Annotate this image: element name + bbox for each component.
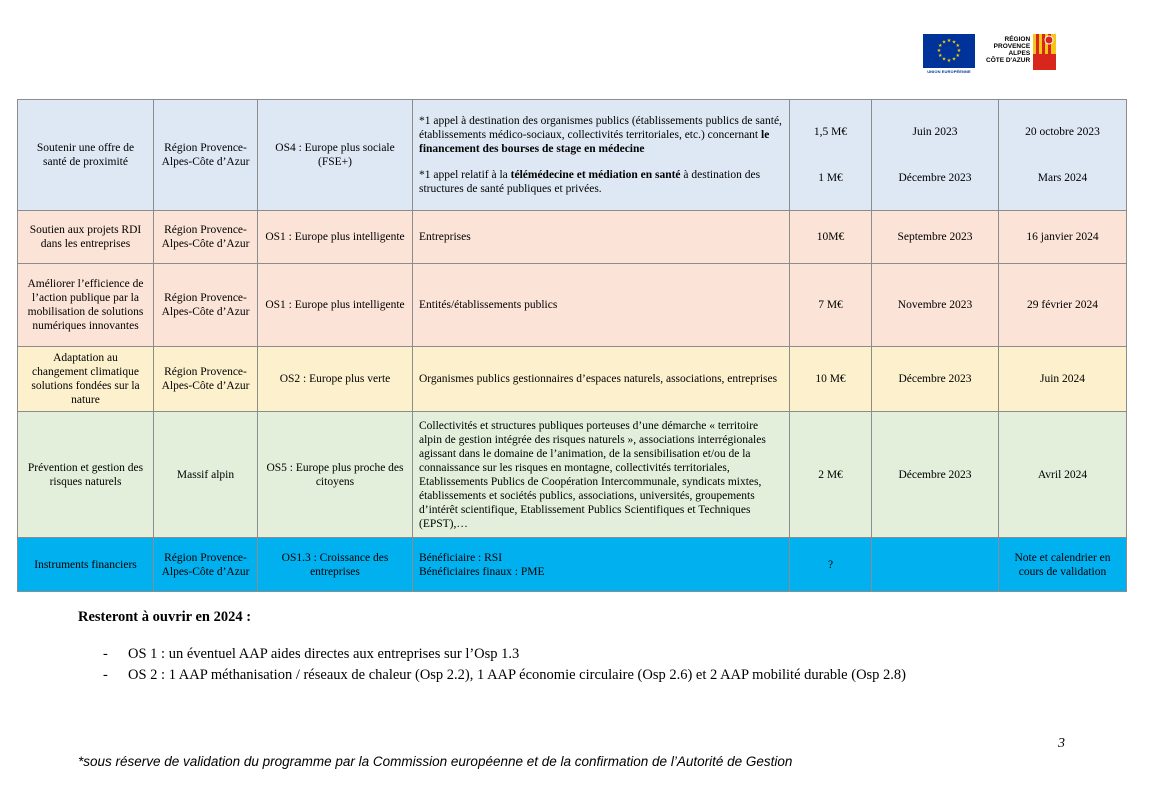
svg-text:★: ★: [955, 43, 960, 49]
cloture-cell: 16 janvier 2024: [999, 211, 1127, 264]
table-row: [18, 538, 1127, 592]
os-cell: OS1 : Europe plus intelligente: [258, 211, 413, 264]
montant-cell: 7 M€: [790, 264, 872, 347]
objectif-cell: Adaptation au changement climatique solutions fondées sur la nature: [18, 347, 154, 412]
remaining-calls-list: [103, 644, 906, 686]
svg-text:★: ★: [941, 56, 947, 63]
montant-cell: 2 M€: [790, 412, 872, 538]
region-logo: [986, 34, 1056, 70]
region-logo-line: CÔTE D'AZUR: [986, 57, 1031, 64]
beneficiaires-cell: Entreprises: [413, 211, 790, 264]
montant-value: 1,5 M€: [813, 126, 848, 138]
table-row: [18, 264, 1127, 347]
remaining-calls-section: [78, 609, 251, 626]
svg-text:★: ★: [956, 48, 962, 54]
remaining-calls-title: Resteront à ouvrir en 2024 :: [78, 609, 252, 625]
beneficiaires-paragraph: [419, 114, 783, 156]
cloture-cell: Avril 2024: [999, 412, 1127, 538]
region-logo-line: PROVENCE: [993, 43, 1031, 50]
montant-cell: ?: [790, 538, 872, 592]
beneficiaires-cell: [413, 100, 790, 211]
calls-table: [17, 99, 1127, 592]
cloture-cell: 29 février 2024: [999, 264, 1127, 347]
svg-text:★: ★: [951, 39, 957, 46]
list-item: - OS 1 : un éventuel AAP aides directes aux entreprises sur l’Osp 1.3: [103, 644, 906, 665]
ouverture-cell: [872, 538, 999, 592]
objectif-cell: Prévention et gestion des risques naturels: [18, 412, 154, 538]
montant-value: 1 M€: [818, 172, 843, 184]
ouverture-cell: Novembre 2023: [872, 264, 999, 347]
cloture-value: 20 octobre 2023: [1025, 126, 1100, 138]
montant-cell: 10 M€: [790, 347, 872, 412]
eu-flag-icon: [923, 34, 975, 68]
region-logo-line: ALPES: [1008, 50, 1031, 57]
svg-text:★: ★: [946, 58, 952, 64]
svg-text:★: ★: [955, 53, 960, 59]
cloture-cell: Juin 2024: [999, 347, 1127, 412]
svg-text:★: ★: [936, 48, 942, 54]
svg-text:★: ★: [946, 38, 952, 44]
objectif-cell: Soutien aux projets RDI dans les entreprises: [18, 211, 154, 264]
beneficiaires-bold: télémédecine et médiation en santé: [510, 169, 681, 181]
objectif-cell: Soutenir une offre de santé de proximité: [18, 100, 154, 211]
porteur-cell: Région Provence-Alpes-Côte d’Azur: [154, 100, 258, 211]
beneficiaires-line: Bénéficiaires finaux : PME: [419, 565, 545, 578]
eu-caption: UNION EUROPÉENNE: [927, 69, 971, 74]
region-crest-icon: [1033, 34, 1056, 70]
ouverture-cell: Septembre 2023: [872, 211, 999, 264]
svg-text:★: ★: [941, 39, 947, 46]
list-item: - OS 2 : 1 AAP méthanisation / réseaux de chaleur (Osp 2.2), 1 AAP économie circulaire (Osp 2.6) et 2 AAP mobilité durable (Osp 2.8): [103, 665, 906, 686]
porteur-cell: Région Provence-Alpes-Côte d’Azur: [154, 538, 258, 592]
ouverture-cell: Décembre 2023: [872, 412, 999, 538]
beneficiaires-cell: Collectivités et structures publiques porteuses d’une démarche « territoire alpin de gestion intégrée des risques naturels », associations interrégionales agissant dans le domaine de l’animation, de la sensibilisation et/ou de la connaissance sur les risques en montagne, collectivités territoriales, Etablissements Publics de Coopération Intercommunale, syndicats mixtes, établissements et sociétés publics, associations, universités, groupements d’intérêt scientifique, Etablissement Publics Scientifiques et Techniques (EPST),…: [413, 412, 790, 538]
page-number: 3: [1058, 736, 1065, 751]
header-logos: [922, 34, 1056, 74]
ouverture-value: Décembre 2023: [898, 172, 972, 184]
svg-text:★: ★: [938, 43, 943, 49]
os-cell: OS1.3 : Croissance des entreprises: [258, 538, 413, 592]
beneficiaires-line: Bénéficiaire : RSI: [419, 551, 503, 564]
objectif-cell: Améliorer l’efficience de l’action publique par la mobilisation de solutions numériques innovantes: [18, 264, 154, 347]
footnote: *sous réserve de validation du programme par la Commission européenne et de la confirmation de l’Autorité de Gestion: [78, 754, 793, 769]
ouverture-cell: Décembre 2023: [872, 347, 999, 412]
table-row: [18, 347, 1127, 412]
os-cell: OS4 : Europe plus sociale (FSE+): [258, 100, 413, 211]
ouverture-value: Juin 2023: [912, 126, 958, 138]
os-cell: OS5 : Europe plus proche des citoyens: [258, 412, 413, 538]
beneficiaires-cell: [413, 538, 790, 592]
table-row: [18, 100, 1127, 211]
os-cell: OS1 : Europe plus intelligente: [258, 264, 413, 347]
beneficiaires-bold: le financement des bourses de stage en médecine: [419, 129, 770, 155]
ouverture-cell: [872, 100, 999, 211]
porteur-cell: Massif alpin: [154, 412, 258, 538]
beneficiaires-text: à destination des structures de santé publiques et privées.: [419, 169, 761, 195]
table-row: [18, 412, 1127, 538]
beneficiaires-cell: Entités/établissements publics: [413, 264, 790, 347]
region-logo-line: RÉGION: [1004, 36, 1031, 43]
cloture-cell: Note et calendrier en cours de validation: [999, 538, 1127, 592]
beneficiaires-paragraph: [419, 168, 783, 196]
montant-cell: [790, 100, 872, 211]
svg-text:★: ★: [951, 56, 957, 63]
beneficiaires-cell: Organismes publics gestionnaires d’espaces naturels, associations, entreprises: [413, 347, 790, 412]
table-row: [18, 211, 1127, 264]
os-cell: OS2 : Europe plus verte: [258, 347, 413, 412]
region-logo-text: [986, 36, 1030, 64]
montant-cell: 10M€: [790, 211, 872, 264]
porteur-cell: Région Provence-Alpes-Côte d’Azur: [154, 264, 258, 347]
cloture-value: Mars 2024: [1037, 172, 1088, 184]
eu-logo: [922, 34, 976, 74]
eu-stars: [923, 34, 975, 68]
beneficiaires-text: *1 appel à destination des organismes publics (établissements publics de santé, établissements médico-sociaux, collectivités territoriales, etc.) concernant: [419, 115, 782, 141]
porteur-cell: Région Provence-Alpes-Côte d’Azur: [154, 347, 258, 412]
svg-text:★: ★: [938, 53, 943, 59]
cloture-cell: [999, 100, 1127, 211]
objectif-cell: Instruments financiers: [18, 538, 154, 592]
beneficiaires-text: *1 appel relatif à la: [419, 169, 511, 181]
porteur-cell: Région Provence-Alpes-Côte d’Azur: [154, 211, 258, 264]
